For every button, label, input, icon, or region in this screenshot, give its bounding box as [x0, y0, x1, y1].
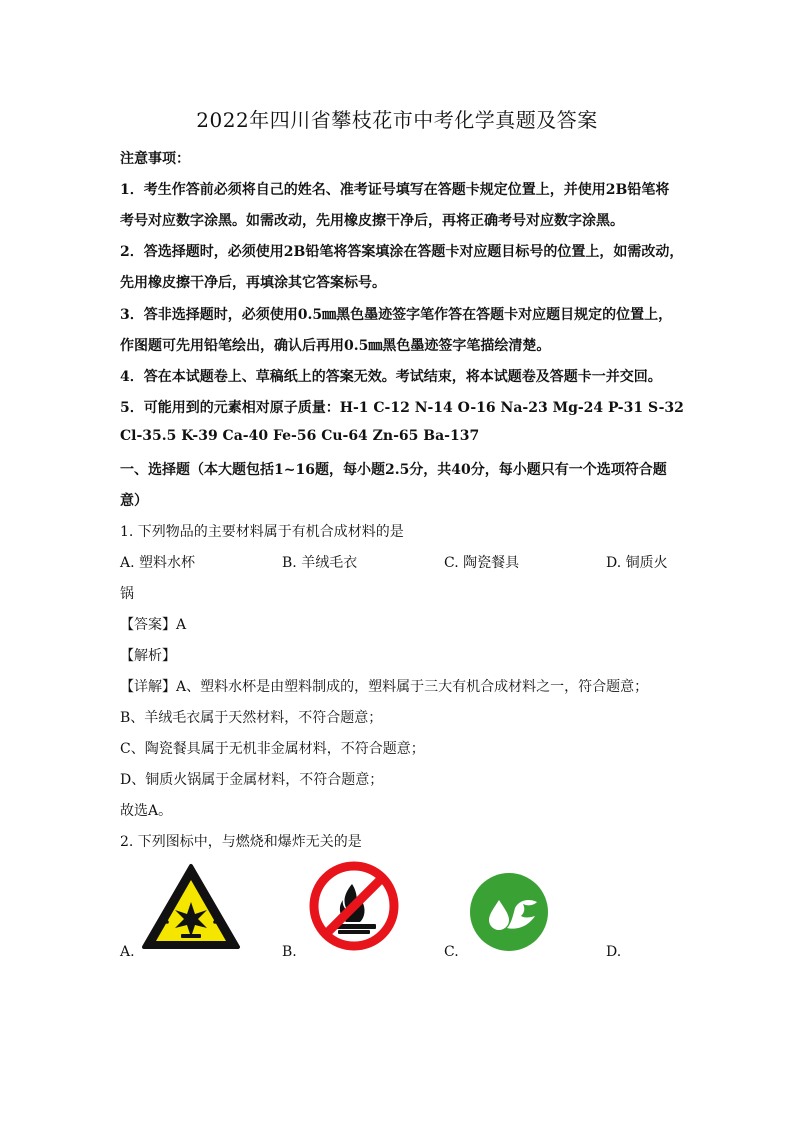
explosive-warning-icon — [141, 862, 241, 950]
q1-option-a: A. 塑料水杯 — [120, 555, 196, 571]
q1-option-c: C. 陶瓷餐具 — [444, 555, 520, 571]
page-title: 2022年四川省攀枝花市中考化学真题及答案 — [196, 108, 598, 132]
q1-detail-line: D、铜质火锅属于金属材料，不符合题意； — [120, 772, 384, 788]
q1-option-d-wrap: 锅 — [120, 586, 134, 602]
q1-answer: 【答案】A — [120, 617, 187, 633]
q1-option-b: B. 羊绒毛衣 — [282, 555, 358, 571]
q2-option-b: B. — [282, 944, 297, 960]
q1-option-d: D. 铜质火 — [606, 555, 668, 571]
q1-detail-line: 【详解】A、塑料水杯是由塑料制成的，塑料属于三大有机合成材料之一，符合题意； — [120, 679, 649, 695]
q1-conclusion: 故选A。 — [120, 803, 173, 819]
notice-line: 作图题可先用铅笔绘出，确认后再用0.5㎜黑色墨迹签字笔描绘清楚。 — [120, 338, 551, 354]
section-heading: 意） — [120, 493, 148, 509]
water-saving-icon — [469, 872, 549, 952]
question-1-stem: 1. 下列物品的主要材料属于有机合成材料的是 — [120, 524, 404, 540]
q2-option-c: C. — [444, 944, 459, 960]
notice-line: 3．答非选择题时，必须使用0.5㎜黑色墨迹签字笔作答在答题卡对应题目规定的位置上， — [120, 307, 673, 323]
q1-detail-line: B、羊绒毛衣属于天然材料，不符合题意； — [120, 710, 383, 726]
q2-option-d: D. — [606, 944, 622, 960]
notice-line: 1．考生作答前必须将自己的姓名、准考证号填写在答题卡规定位置上，并使用2B铅笔将 — [120, 182, 670, 198]
notice-line: Cl-35.5 K-39 Ca-40 Fe-56 Cu-64 Zn-65 Ba-137 — [120, 428, 480, 444]
question-2-stem: 2. 下列图标中，与燃烧和爆炸无关的是 — [120, 834, 362, 850]
section-heading: 一、选择题（本大题包括1~16题，每小题2.5分，共40分，每小题只有一个选项符合题 — [120, 462, 667, 478]
notice-line: 2．答选择题时，必须使用2B铅笔将答案填涂在答题卡对应题目标号的位置上，如需改动， — [120, 244, 684, 260]
notice-header: 注意事项： — [120, 151, 190, 167]
q1-detail-line: C、陶瓷餐具属于无机非金属材料，不符合题意； — [120, 741, 425, 757]
notice-line: 5．可能用到的元素相对原子质量：H-1 C-12 N-14 O-16 Na-23 Mg-24 P-31 S-32 — [120, 400, 684, 416]
notice-line: 先用橡皮擦干净后，再填涂其它答案标号。 — [120, 275, 386, 291]
no-open-flame-icon — [308, 860, 400, 952]
notice-line: 考号对应数字涂黑。如需改动，先用橡皮擦干净后，再将正确考号对应数字涂黑。 — [120, 213, 624, 229]
q2-option-a: A. — [120, 944, 135, 960]
notice-line: 4．答在本试题卷上、草稿纸上的答案无效。考试结束，将本试题卷及答题卡一并交回。 — [120, 369, 662, 385]
q1-analysis-label: 【解析】 — [120, 648, 176, 664]
